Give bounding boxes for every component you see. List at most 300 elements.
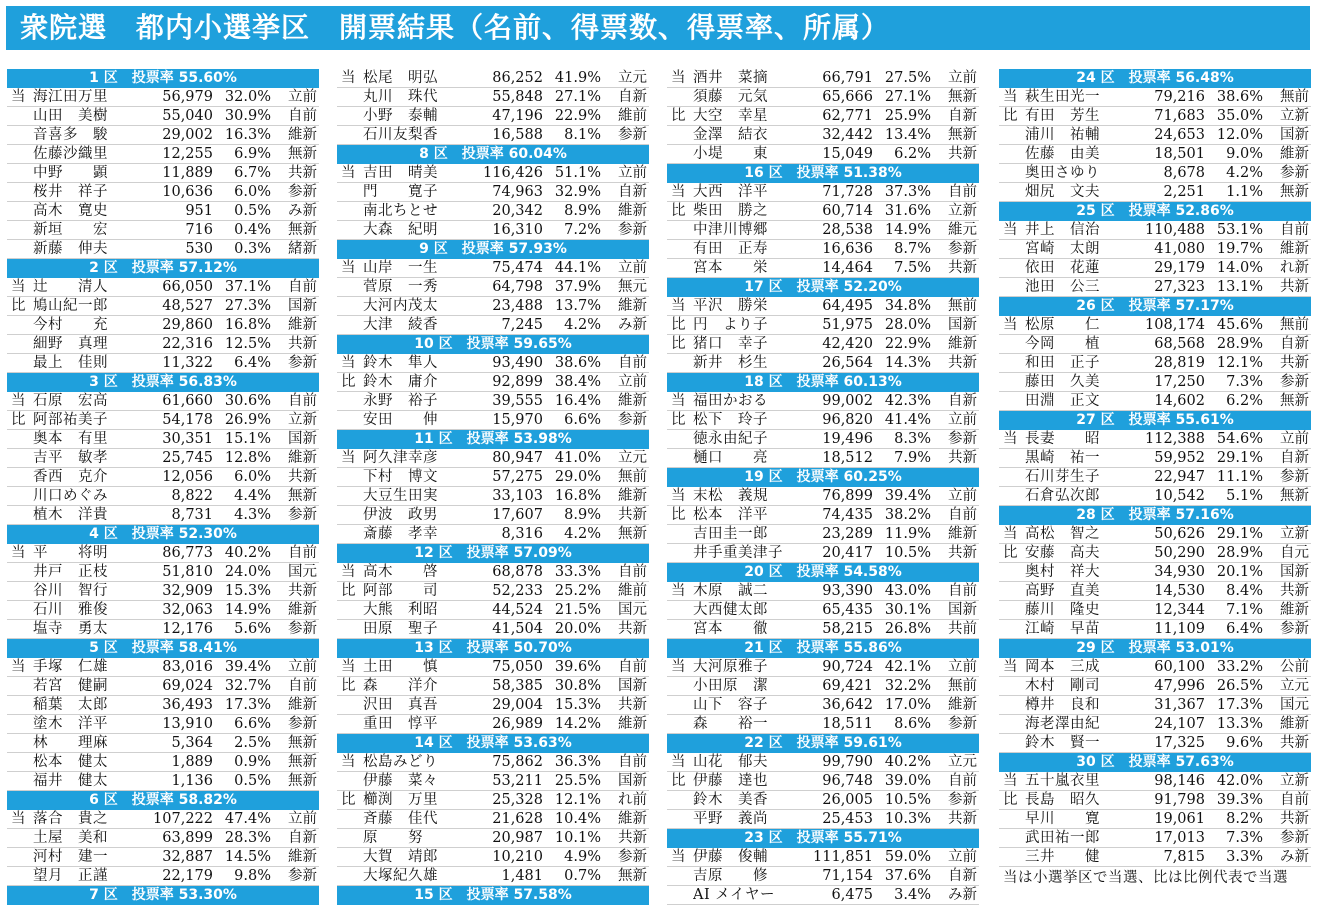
- vote-share: 5.6%: [234, 621, 271, 637]
- vote-count: 74,963: [492, 184, 543, 200]
- vote-share: 12.8%: [224, 450, 271, 466]
- candidate-row: [337, 753, 649, 772]
- vote-share: 12.0%: [1216, 127, 1263, 143]
- vote-count: 65,666: [822, 89, 873, 105]
- vote-share: 38.4%: [554, 374, 601, 390]
- elected-mark: 当: [671, 754, 686, 770]
- candidate-row: [999, 677, 1311, 696]
- party-status: 維新: [288, 450, 317, 466]
- vote-share: 47.4%: [224, 811, 271, 827]
- vote-share: 29.0%: [554, 469, 601, 485]
- vote-count: 951: [185, 203, 213, 219]
- vote-share: 4.2%: [564, 317, 601, 333]
- candidate-row: [667, 867, 979, 886]
- candidate-row: [337, 582, 649, 601]
- party-status: 参新: [948, 431, 977, 447]
- candidate-name: 大熊 利昭: [363, 602, 438, 618]
- elected-mark: [337, 487, 363, 505]
- party-status: 公前: [1280, 659, 1309, 675]
- candidate-name: 土屋 美和: [33, 830, 108, 846]
- candidate-row: [7, 221, 319, 240]
- candidate-row: [667, 297, 979, 316]
- elected-mark: [667, 791, 693, 809]
- candidate-row: [667, 411, 979, 430]
- party-status: 参新: [618, 849, 647, 865]
- candidate-name: 海老澤由紀: [1025, 716, 1100, 732]
- elected-mark: [7, 677, 33, 695]
- candidate-row: [667, 487, 979, 506]
- vote-count: 25,745: [162, 450, 213, 466]
- vote-share: 30.6%: [224, 393, 271, 409]
- candidate-row: [667, 791, 979, 810]
- vote-share: 32.9%: [554, 184, 601, 200]
- candidate-row: [337, 392, 649, 411]
- party-status: 無前: [948, 298, 977, 314]
- candidate-name: 奥田さゆり: [1025, 165, 1100, 181]
- vote-share: 0.4%: [234, 222, 271, 238]
- district-header: 28 区 投票率 57.16%: [999, 506, 1311, 525]
- vote-count: 79,216: [1154, 89, 1205, 105]
- vote-share: 59.0%: [884, 849, 931, 865]
- vote-share: 38.6%: [1216, 89, 1263, 105]
- district-header: 15 区 投票率 57.58%: [337, 886, 649, 905]
- vote-count: 98,146: [1154, 773, 1205, 789]
- vote-count: 74,435: [822, 507, 873, 523]
- elected-mark: 当: [1003, 773, 1018, 789]
- candidate-name: 田淵 正文: [1025, 393, 1100, 409]
- vote-count: 54,178: [162, 412, 213, 428]
- district-header: 1 区 投票率 55.60%: [7, 69, 319, 88]
- candidate-name: 早川 寛: [1025, 811, 1100, 827]
- party-status: 共新: [1280, 583, 1309, 599]
- candidate-row: [667, 677, 979, 696]
- candidate-row: [667, 449, 979, 468]
- candidate-name: 谷川 智行: [33, 583, 108, 599]
- elected-mark: [667, 88, 693, 106]
- vote-share: 4.4%: [234, 488, 271, 504]
- elected-mark: 当: [1003, 659, 1018, 675]
- party-status: 無前: [948, 678, 977, 694]
- elected-mark: [999, 183, 1025, 201]
- elected-mark: [337, 202, 363, 220]
- vote-count: 66,050: [162, 279, 213, 295]
- candidate-name: 大空 幸星: [693, 108, 768, 124]
- candidate-row: [337, 316, 649, 335]
- candidate-name: 伊藤 菜々: [363, 773, 438, 789]
- candidate-row: [667, 506, 979, 525]
- vote-share: 15.3%: [224, 583, 271, 599]
- vote-count: 83,016: [162, 659, 213, 675]
- vote-count: 14,602: [1154, 393, 1205, 409]
- elected-mark: [999, 449, 1025, 467]
- elected-mark: [999, 164, 1025, 182]
- party-status: 参新: [948, 792, 977, 808]
- district-header: 22 区 投票率 59.61%: [667, 734, 979, 753]
- party-status: 無新: [288, 488, 317, 504]
- candidate-name: 宮本 栄: [693, 260, 768, 276]
- party-status: 維新: [1280, 716, 1309, 732]
- vote-count: 51,975: [822, 317, 873, 333]
- candidate-name: 吉田圭一郎: [693, 526, 768, 542]
- vote-count: 47,196: [492, 108, 543, 124]
- candidate-row: [7, 848, 319, 867]
- vote-share: 41.4%: [884, 412, 931, 428]
- vote-count: 10,210: [492, 849, 543, 865]
- vote-share: 7.3%: [1226, 830, 1263, 846]
- candidate-name: 海江田万里: [33, 89, 108, 105]
- party-status: 参新: [288, 621, 317, 637]
- vote-count: 41,504: [492, 621, 543, 637]
- vote-share: 12.1%: [554, 792, 601, 808]
- vote-share: 31.6%: [884, 203, 931, 219]
- vote-share: 19.7%: [1216, 241, 1263, 257]
- elected-mark: [337, 525, 363, 543]
- elected-mark: [667, 126, 693, 144]
- candidate-name: 酒井 菜摘: [693, 70, 768, 86]
- candidate-name: 石倉弘次郎: [1025, 488, 1100, 504]
- elected-mark: [337, 468, 363, 486]
- candidate-row: [7, 810, 319, 829]
- party-status: 自新: [948, 108, 977, 124]
- candidate-name: 大豆生田実: [363, 488, 438, 504]
- vote-share: 44.1%: [554, 260, 601, 276]
- candidate-row: [999, 791, 1311, 810]
- vote-count: 26,989: [492, 716, 543, 732]
- candidate-name: 森 裕一: [693, 716, 768, 732]
- vote-count: 112,388: [1145, 431, 1205, 447]
- vote-count: 96,748: [822, 773, 873, 789]
- vote-count: 18,511: [822, 716, 873, 732]
- candidate-row: [999, 430, 1311, 449]
- vote-count: 50,290: [1154, 545, 1205, 561]
- candidate-row: [667, 202, 979, 221]
- party-status: 無新: [618, 526, 647, 542]
- vote-count: 27,323: [1154, 279, 1205, 295]
- vote-share: 39.4%: [224, 659, 271, 675]
- candidate-row: [337, 772, 649, 791]
- party-status: 維新: [288, 602, 317, 618]
- vote-count: 92,899: [492, 374, 543, 390]
- party-status: 国新: [288, 431, 317, 447]
- elected-mark: [337, 829, 363, 847]
- candidate-name: 大賀 靖郎: [363, 849, 438, 865]
- elected-mark: [337, 316, 363, 334]
- vote-count: 99,002: [822, 393, 873, 409]
- candidate-row: [999, 373, 1311, 392]
- vote-share: 0.5%: [234, 203, 271, 219]
- vote-share: 40.2%: [224, 545, 271, 561]
- title-bar: [6, 6, 1310, 50]
- party-status: 参新: [948, 241, 977, 257]
- candidate-row: [999, 221, 1311, 240]
- candidate-row: [7, 487, 319, 506]
- candidate-row: [337, 373, 649, 392]
- party-status: 共新: [948, 146, 977, 162]
- candidate-name: 石原 宏高: [33, 393, 108, 409]
- candidate-row: [999, 183, 1311, 202]
- vote-count: 41,080: [1154, 241, 1205, 257]
- party-status: 維新: [288, 127, 317, 143]
- elected-mark: [7, 316, 33, 334]
- vote-count: 68,568: [1154, 336, 1205, 352]
- candidate-row: [7, 753, 319, 772]
- vote-count: 52,233: [492, 583, 543, 599]
- candidate-name: 佐藤 由美: [1025, 146, 1100, 162]
- candidate-row: [337, 449, 649, 468]
- candidate-name: 櫛渕 万里: [363, 792, 438, 808]
- vote-share: 8.4%: [1226, 583, 1263, 599]
- candidate-name: 南北ちとせ: [363, 203, 438, 219]
- elected-mark: [337, 183, 363, 201]
- party-status: 共新: [1280, 811, 1309, 827]
- candidate-name: 塗木 洋平: [33, 716, 108, 732]
- district-header: 30 区 投票率 57.63%: [999, 753, 1311, 772]
- party-status: 参新: [618, 127, 647, 143]
- candidate-row: [7, 278, 319, 297]
- party-status: 国新: [948, 602, 977, 618]
- vote-share: 42.1%: [884, 659, 931, 675]
- party-status: 立前: [288, 659, 317, 675]
- elected-mark: [667, 677, 693, 695]
- elected-mark: 当: [341, 355, 356, 371]
- party-status: 参新: [288, 507, 317, 523]
- party-status: 参新: [1280, 374, 1309, 390]
- party-status: 自前: [948, 773, 977, 789]
- vote-count: 32,887: [162, 849, 213, 865]
- vote-count: 29,002: [162, 127, 213, 143]
- party-status: 参新: [618, 222, 647, 238]
- vote-share: 3.3%: [1226, 849, 1263, 865]
- party-status: 立新: [948, 203, 977, 219]
- party-status: 共新: [1280, 355, 1309, 371]
- vote-count: 1,889: [171, 754, 213, 770]
- vote-share: 6.6%: [564, 412, 601, 428]
- party-status: 参新: [288, 868, 317, 884]
- vote-count: 28,819: [1154, 355, 1205, 371]
- district-header: 14 区 投票率 53.63%: [337, 734, 649, 753]
- elected-mark: [999, 677, 1025, 695]
- vote-share: 30.9%: [224, 108, 271, 124]
- candidate-name: 細野 真理: [33, 336, 108, 352]
- candidate-row: [667, 145, 979, 164]
- candidate-name: 須藤 元気: [693, 89, 768, 105]
- candidate-row: [337, 297, 649, 316]
- vote-count: 90,724: [822, 659, 873, 675]
- candidate-name: 井戸 正枝: [33, 564, 108, 580]
- candidate-name: 江崎 早苗: [1025, 621, 1100, 637]
- candidate-name: 中野 顕: [33, 165, 108, 181]
- party-status: 立元: [618, 70, 647, 86]
- candidate-name: 重田 惇平: [363, 716, 438, 732]
- vote-count: 55,848: [492, 89, 543, 105]
- candidate-name: 石川友梨香: [363, 127, 438, 143]
- district-header: 16 区 投票率 51.38%: [667, 164, 979, 183]
- candidate-name: 今岡 植: [1025, 336, 1100, 352]
- vote-share: 22.9%: [884, 336, 931, 352]
- vote-share: 32.0%: [224, 89, 271, 105]
- candidate-row: [667, 772, 979, 791]
- vote-count: 66,791: [822, 70, 873, 86]
- vote-count: 8,678: [1163, 165, 1205, 181]
- vote-count: 75,474: [492, 260, 543, 276]
- vote-count: 17,250: [1154, 374, 1205, 390]
- party-status: 立前: [948, 849, 977, 865]
- vote-count: 75,050: [492, 659, 543, 675]
- elected-mark: [7, 107, 33, 125]
- party-status: 無新: [288, 222, 317, 238]
- vote-share: 51.1%: [554, 165, 601, 181]
- elected-mark: [7, 449, 33, 467]
- candidate-row: [999, 563, 1311, 582]
- party-status: 維新: [618, 203, 647, 219]
- vote-count: 34,930: [1154, 564, 1205, 580]
- vote-count: 17,607: [492, 507, 543, 523]
- party-status: 参新: [288, 184, 317, 200]
- elected-mark: [999, 620, 1025, 638]
- candidate-name: 松原 仁: [1025, 317, 1100, 333]
- elected-mark: 当: [11, 811, 26, 827]
- candidate-row: [7, 867, 319, 886]
- results-column-2: [337, 69, 649, 905]
- vote-count: 42,420: [822, 336, 873, 352]
- candidate-row: [999, 316, 1311, 335]
- party-status: 立新: [1280, 108, 1309, 124]
- candidate-row: [7, 829, 319, 848]
- candidate-name: 塩寺 勇太: [33, 621, 108, 637]
- candidate-row: [667, 240, 979, 259]
- elected-mark: 比: [1003, 108, 1018, 124]
- party-status: 自新: [618, 89, 647, 105]
- candidate-name: 三井 健: [1025, 849, 1100, 865]
- elected-mark: 当: [11, 89, 26, 105]
- candidate-row: [7, 145, 319, 164]
- elected-mark: [7, 601, 33, 619]
- candidate-name: 田原 聖子: [363, 621, 438, 637]
- candidate-name: 松尾 明弘: [363, 70, 438, 86]
- vote-share: 4.3%: [234, 507, 271, 523]
- vote-count: 57,275: [492, 469, 543, 485]
- elected-mark: [999, 734, 1025, 752]
- elected-mark: [7, 126, 33, 144]
- vote-share: 54.6%: [1216, 431, 1263, 447]
- candidate-row: [667, 525, 979, 544]
- vote-count: 24,653: [1154, 127, 1205, 143]
- candidate-name: 音喜多 駿: [33, 127, 108, 143]
- party-status: 共新: [618, 697, 647, 713]
- candidate-name: 高木 寛史: [33, 203, 108, 219]
- candidate-row: [999, 107, 1311, 126]
- candidate-name: 伊藤 俊輔: [693, 849, 768, 865]
- vote-count: 36,642: [822, 697, 873, 713]
- party-status: 立前: [948, 659, 977, 675]
- elected-mark: 当: [1003, 89, 1018, 105]
- party-status: 維新: [948, 526, 977, 542]
- elected-mark: [667, 525, 693, 543]
- vote-share: 4.2%: [564, 526, 601, 542]
- vote-count: 24,107: [1154, 716, 1205, 732]
- elected-mark: 比: [11, 412, 26, 428]
- candidate-row: [999, 810, 1311, 829]
- vote-count: 11,889: [162, 165, 213, 181]
- candidate-row: [7, 563, 319, 582]
- elected-mark: 当: [671, 488, 686, 504]
- vote-share: 26.8%: [884, 621, 931, 637]
- vote-count: 47,996: [1154, 678, 1205, 694]
- vote-count: 69,421: [822, 678, 873, 694]
- candidate-name: 川口めぐみ: [33, 488, 108, 504]
- candidate-row: [337, 278, 649, 297]
- vote-count: 5,364: [171, 735, 213, 751]
- candidate-row: [667, 582, 979, 601]
- vote-count: 20,417: [822, 545, 873, 561]
- vote-count: 8,316: [501, 526, 543, 542]
- party-status: 立前: [1280, 431, 1309, 447]
- vote-count: 116,426: [483, 165, 543, 181]
- vote-count: 2,251: [1163, 184, 1205, 200]
- candidate-row: [999, 487, 1311, 506]
- candidate-name: 鈴木 隼人: [363, 355, 438, 371]
- vote-count: 86,773: [162, 545, 213, 561]
- party-status: 自新: [1280, 336, 1309, 352]
- party-status: 立前: [618, 374, 647, 390]
- candidate-row: [7, 582, 319, 601]
- district-header: 6 区 投票率 58.82%: [7, 791, 319, 810]
- vote-count: 15,049: [822, 146, 873, 162]
- candidate-name: 鈴木 賢一: [1025, 735, 1100, 751]
- vote-share: 37.3%: [884, 184, 931, 200]
- vote-share: 20.1%: [1216, 564, 1263, 580]
- elected-mark: [337, 810, 363, 828]
- vote-share: 6.0%: [234, 469, 271, 485]
- party-status: 維新: [1280, 241, 1309, 257]
- party-status: 自前: [288, 393, 317, 409]
- vote-count: 7,245: [501, 317, 543, 333]
- candidate-name: 岡本 三成: [1025, 659, 1100, 675]
- vote-count: 32,063: [162, 602, 213, 618]
- vote-share: 10.1%: [554, 830, 601, 846]
- vote-count: 10,636: [162, 184, 213, 200]
- vote-count: 17,325: [1154, 735, 1205, 751]
- elected-mark: [999, 335, 1025, 353]
- candidate-name: 高木 啓: [363, 564, 438, 580]
- party-status: 自前: [618, 355, 647, 371]
- candidate-row: [7, 164, 319, 183]
- vote-count: 29,004: [492, 697, 543, 713]
- party-status: 参新: [618, 412, 647, 428]
- candidate-name: 平 将明: [33, 545, 108, 561]
- candidate-name: 藤田 久美: [1025, 374, 1100, 390]
- vote-share: 25.2%: [554, 583, 601, 599]
- candidate-row: [7, 772, 319, 791]
- candidate-name: 丸川 珠代: [363, 89, 438, 105]
- party-status: 共新: [288, 336, 317, 352]
- candidate-name: 河村 建一: [33, 849, 108, 865]
- party-status: 維新: [948, 336, 977, 352]
- candidate-row: [337, 411, 649, 430]
- elected-mark: [667, 449, 693, 467]
- candidate-row: [667, 810, 979, 829]
- candidate-row: [7, 88, 319, 107]
- candidate-row: [337, 259, 649, 278]
- candidate-row: [7, 107, 319, 126]
- vote-count: 31,367: [1154, 697, 1205, 713]
- vote-count: 30,351: [162, 431, 213, 447]
- candidate-name: 宮本 徹: [693, 621, 768, 637]
- vote-share: 34.8%: [884, 298, 931, 314]
- candidate-row: [999, 734, 1311, 753]
- vote-count: 111,851: [813, 849, 873, 865]
- candidate-name: 大西 洋平: [693, 184, 768, 200]
